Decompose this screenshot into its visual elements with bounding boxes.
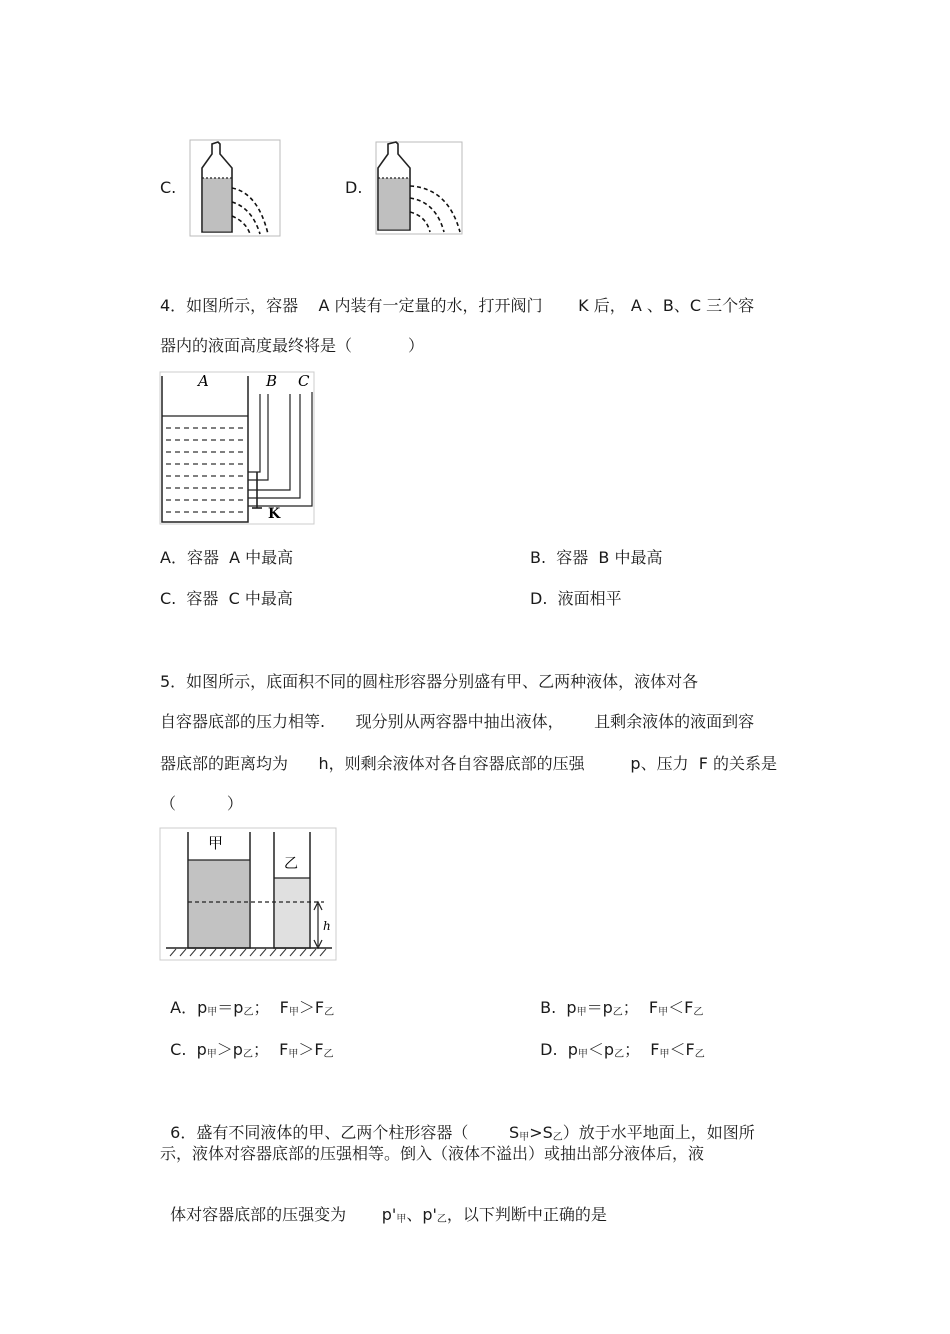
- q6-question-line-1: 6．盛有不同液体的甲、乙两个柱形容器（ $S_甲>S_乙$）放于水平地面上，如图所: [170, 1123, 755, 1143]
- q5-question-line-1: 5．如图所示，底面积不同的圆柱形容器分别盛有甲、乙两种液体，液体对各: [160, 672, 699, 691]
- q5-figure-label-yi: 乙: [284, 856, 298, 872]
- q5-option-d[interactable]: D. $p_甲<p_乙$； $F_甲<F_乙$: [540, 1040, 705, 1060]
- q4-container-figure: [160, 372, 316, 526]
- q4-figure-label-k: K: [268, 506, 281, 522]
- q5-container-figure: [160, 828, 338, 962]
- q4-option-a[interactable]: A．容器 A 中最高: [160, 548, 294, 567]
- q3-option-d-label: D.: [345, 178, 363, 197]
- q5-figure-label-h: h: [323, 919, 331, 933]
- q5-question-line-4: （ ）: [160, 794, 243, 813]
- q3-option-c-label: C.: [160, 178, 177, 197]
- q5-question-line-3: 器底部的距离均为 h，则剩余液体对各自容器底部的压强 p、压力 F 的关系是: [160, 754, 778, 773]
- q4-figure-label-a: A: [198, 372, 209, 390]
- q5-option-b[interactable]: B. $p_甲=p_乙$； $F_甲<F_乙$: [540, 998, 704, 1018]
- q4-question-line-2: 器内的液面高度最终将是（ ）: [160, 336, 424, 355]
- q4-option-d[interactable]: D. 液面相平: [530, 589, 622, 608]
- q5-option-a[interactable]: A．$p_甲=p_乙$； $F_甲>F_乙$: [170, 998, 335, 1018]
- q6-question-line-3: 体对容器底部的压强变为 $p'_甲$、$p'_乙$，以下判断中正确的是: [170, 1205, 607, 1225]
- q6-question-line-2: 示，液体对容器底部的压强相等。倒入（液体不溢出）或抽出部分液体后，液: [160, 1144, 705, 1163]
- q5-figure-label-jia: 甲: [208, 834, 224, 852]
- q5-option-c[interactable]: C. $p_甲>p_乙$； $F_甲>F_乙$: [170, 1040, 334, 1060]
- q3-option-c-figure: [188, 138, 282, 238]
- q4-figure-label-c: C: [298, 372, 310, 390]
- q3-option-d-figure: [374, 140, 464, 236]
- q4-option-c[interactable]: C. 容器 C 中最高: [160, 589, 293, 608]
- q4-figure-label-b: B: [266, 372, 278, 390]
- q5-question-line-2: 自容器底部的压力相等. 现分别从两容器中抽出液体， 且剩余液体的液面到容: [160, 712, 755, 731]
- q4-question-line-1: 4．如图所示，容器 A 内装有一定量的水，打开阀门 K 后， A 、B、C 三个容: [160, 296, 755, 315]
- q4-option-b[interactable]: B. 容器 B 中最高: [530, 548, 663, 567]
